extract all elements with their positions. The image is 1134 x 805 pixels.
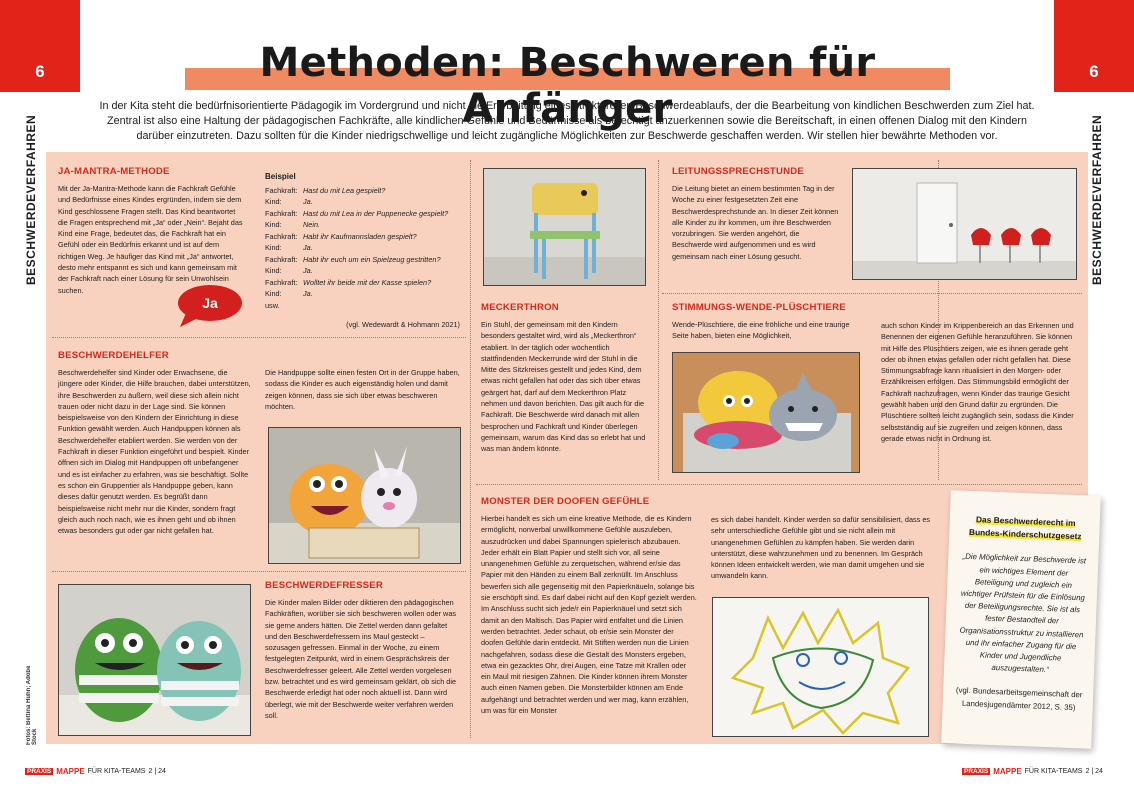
row-divider xyxy=(52,337,466,338)
dialog-speaker: Fachkraft: xyxy=(265,254,298,264)
dialog-speaker: usw. xyxy=(265,300,280,310)
dialog-line: Ja. xyxy=(303,266,313,275)
dialog-speaker: Kind: xyxy=(265,220,282,229)
page-number-left: 6 xyxy=(0,0,80,92)
section-text: Ein Stuhl, der gemeinsam mit den Kindern besonders gestaltet wird, wird als „Meckerthron“ etabliert. In der täglich oder wöchentlich stattfindenden Meckerrunde wird der Stuhl in die Mitte des Sitzkreises gestellt und jedes Kind, dem etwas nicht gefallen hat oder das sich über etwas geärgert hat, darf auf dem Meckerthron Platz nehmen und davon berichten. Das gilt auch für die Fachkraft. Die Beschwerde wird danach mit allen besprochen und Fachkraft und Kinder überlegen gemeinsam, warum das Kind das so erlebt hat und was man ändern könnte. xyxy=(481,320,646,454)
section-stimmungs xyxy=(672,302,867,342)
section-heading: JA-MANTRA-METHODE xyxy=(58,166,170,177)
section-beschwerdefresser xyxy=(265,580,461,721)
section-text: Die Leitung bietet an einem bestimmten Tag in der Woche zu einer festgesetzten Zeit eine Beschwerdesprechstunde an. In dieser Zeit können alle Kinder zu ihr kommen, um ihre Beschwerden vorzubringen. Sie werden angehört, die Beschwerde wird aufgenommen und es wird gemeinsam nach einer Lösung gesucht. xyxy=(672,184,839,261)
section-heading: BESCHWERDEFRESSER xyxy=(265,580,384,591)
section-text: Mit der Ja-Mantra-Methode kann die Fachkraft Gefühle und Bedürfnisse eines Kindes ergründen, indem sie dem Kind geschlossene Fragen stellt. Das Kind beantwortet die Fragen entsprechend mit „Ja“ oder „Nein“. Bejaht das Kind eine Frage, bedeutet das, die Fachkraft hat ein Gefühl oder ein Bedürfnis erkannt und ist auf dem richtigen Weg. Je häufiger das Kind mit „Ja“ antwortet, desto mehr entspannt es sich und kann gemeinsam mit der Fachkraft nach einer Lösung für sein Unwohlsein suchen. xyxy=(58,184,243,295)
dialog-speaker: Kind: xyxy=(265,266,282,275)
section-leitungssprechstunde xyxy=(672,166,840,262)
note-source: (vgl. Bundesarbeitsgemeinschaft der Landesjugendämter 2012, S. 35) xyxy=(955,685,1083,712)
column-divider xyxy=(658,160,659,480)
section-meckerthron xyxy=(481,302,651,455)
row-divider xyxy=(476,484,1082,485)
dialog-speaker: Fachkraft: xyxy=(265,185,298,195)
section-text: Beschwerdehelfer sind Kinder oder Erwachsene, die jüngere oder Kinder, die Hilfe brauchen, dabei unterstützen, ihre Beschwerden zu äußern, weil diese sich allein nicht trauen oder nicht dazu in der Lage sind. Sie können beispielsweise von den Kindern der Einrichtung in diese Funktion gewählt werden. Auch Handpuppen können als Beschwerdehelfer etabliert werden. Sie werden von der Fachkraft in dieser Funktion eingeführt und bespielt. Kinder öffnen sich im Dialog mit Handpuppen oft unbefangener und es ist einfacher zu erfahren, was sie beschäftigt. Sollte es schon ein Gruppentier als Handpuppe geben, kann dieses dafür genutzt werden. Es begrüßt dann beispielsweise nicht mehr nur die Kinder, sondern fragt gleich auch noch nach, wie es ihnen geht und ob ihnen etwas besonders gut oder gar nicht gefallen hat. xyxy=(58,368,251,536)
dialog-speaker: Fachkraft: xyxy=(265,231,298,241)
example-label: Beispiel xyxy=(265,172,296,181)
footer-logo-b: MAPPE xyxy=(993,767,1022,776)
section-text: Wende-Plüschtiere, die eine fröhliche und eine traurige Seite haben, bieten eine Möglichkeit, xyxy=(672,320,850,341)
info-note-beschwerderecht xyxy=(941,490,1101,749)
footer-logo-a: PRAXIS xyxy=(27,768,52,775)
bubble-text: Ja xyxy=(202,295,218,311)
footer-left xyxy=(25,767,166,776)
side-label-left: BESCHWERDEVERFAHREN xyxy=(24,114,38,285)
dialog-speaker: Fachkraft: xyxy=(265,208,298,218)
photo-hand-puppets xyxy=(268,427,461,564)
photo-monster-drawing xyxy=(712,597,929,737)
photo-credit: Fotos: Bettina Huhn; Adobe Stock xyxy=(26,665,38,745)
speech-bubble-ja xyxy=(174,283,244,329)
section-text: Die Kinder malen Bilder oder diktieren den pädagogischen Fachkräften, worüber sie sich beschweren wollen oder was sie gerne anders hätten. Die Zettel werden dann gefaltet und den Beschwerdefressern ins Maul gesteckt – sozusagen gefressen. Einmal in der Woche, zu einem festgelegten Zeitpunkt, wird in einem Gesprächskreis der Beschwerdefresser geleert. Alle Zettel werden vorgelesen bzw. betrachtet und es wird gemeinsam geklärt, ob sich die Beschwerde erledigt hat oder noch aktuell ist. Dann wird überlegt, wie mit der Beschwerde weiter verfahren werden soll. xyxy=(265,598,457,720)
monster-text-2: es sich dabei handelt. Kinder werden so dafür sensibilisiert, dass es sehr unterschiedliche Gefühle gibt und sie nicht allein mit unangenehmen Gefühlen zu kämpfen haben. Sie werden darin unterstützt, diese wahrzunehmen und zu benennen. Im Gespräch können Ideen entwickelt werden, wie man damit umgehen und sie umwandeln kann. xyxy=(711,515,931,581)
example-dialog xyxy=(265,171,465,311)
footer-logo-a: PRAXIS xyxy=(964,768,989,775)
intro-text: In der Kita steht die bedürfnisorientierte Pädagogik im Vordergrund und nicht die Erarbeitung eines strukturellen Beschwerdeablaufs, der die Bearbeitung von kindlichen Beschwerden zum Ziel hat. Zentral ist also eine Haltung der pädagogischen Fachkräfte, alle kindlichen Gefühle und Bedürfnisse als berechtigt anzuerkennen sowie die Bereitschaft, in einen offenen Dialog mit den Kindern darüber einzutreten. Dazu sollten für die Kinder niedrigschwellige und leicht zugängliche Möglichkeiten zur Beschwerde geschaffen werden. Wir stellen hier bewährte Methoden vor. xyxy=(99,100,1035,142)
ja-mantra-citation: (vgl. Wedewardt & Hohmann 2021) xyxy=(346,320,460,329)
row-divider xyxy=(662,293,1082,294)
dialog-line: Hast du mit Lea gespielt? xyxy=(303,185,386,195)
page-number-right: 6 xyxy=(1054,0,1134,92)
footer-logo-b: MAPPE xyxy=(56,767,85,776)
footer-issue: 2 | 24 xyxy=(1085,768,1103,775)
section-heading: MONSTER DER DOOFEN GEFÜHLE xyxy=(481,496,650,507)
page-title: Methoden: Beschweren für Anfänger xyxy=(259,40,876,132)
beschwerdehelfer-text-2: Die Handpuppe sollte einen festen Ort in der Gruppe haben, sodass die Kinder es auch eigenständig holen und damit zeigen können, dass sie sich über etwas beschweren möchten. xyxy=(265,368,460,411)
stimmungs-text-2: auch schon Kinder im Krippenbereich an das Erkennen und Benennen der eigenen Gefühle heranzuführen. Sie können mit Hilfe des Plüschtiers zeigen, wie es ihnen gerade geht oder ob ihnen etwas gefallen oder nicht gefallen hat. Diese Stimmungsabfrage kann ritualisiert in den Morgen- oder Erzählkreisen erfolgen. Das Stimmungsbild ermöglicht der Fachkraft nachzufragen, wenn Kinder das traurige Gesicht gewählt haben und den Grund dafür zu ergründen. Die Plüschtiere sollten leicht zugänglich sein, sodass die Kinder selbstständig auf sie zugreifen und zeigen können, dass gerade etwas nicht in Ordnung ist. xyxy=(881,321,1074,443)
dialog-line: Habt ihr euch um ein Spielzeug gestritten? xyxy=(303,254,441,264)
photo-door-chairs xyxy=(852,168,1077,280)
dialog-line: Ja. xyxy=(303,289,313,298)
photo-meckerthron-chair xyxy=(483,168,646,286)
section-text: Hierbei handelt es sich um eine kreative Methode, die es Kindern ermöglicht, nonverbal unwillkommene Gefühle auszuleben, auszudrücken und dabei Spannungen spielerisch abzubauen. Jeder erhält ein Blatt Papier und stellt sich vor, all seine unangenehmen Gefühle zu zerquetschen, während er/sie das Papier mit den Händen zu einem Ball zerknüllt. Im Anschluss bewerfen sich alle gegenseitig mit den Papierknäueln, solange bis sie erschöpft sind. Es darf dabei nicht auf den Kopf gezielt werden. Im Anschluss sucht sich jede/r ein Papierknäuel und setzt sich damit an den Maltisch. Das Papier wird entfaltet und die Linien werden betrachtet. Jeder schaut, ob er/sie sein Monster der doofen Gefühle darin entdeckt. Mit Stiften werden nun die Linien nachgefahren, sodass diese die Gestalt des Monsters ergeben, etwa ein gezacktes Ohr, drei Augen, eine Tatze mit Krallen oder ein Maul mit riesigen Zähnen. Die Kinder können ihrem Monster auch einen Namen geben. Die Monsterbilder können am Ende aufgehängt und betrachtet werden und wer mag, kann erzählen, um was für ein Monster xyxy=(481,514,697,716)
footer-right xyxy=(962,767,1103,776)
footer-issue: 2 | 24 xyxy=(148,768,166,775)
photo-plush-toys xyxy=(672,352,860,473)
dialog-line: Habt ihr Kaufmannsladen gespielt? xyxy=(303,231,417,241)
section-ja-mantra xyxy=(58,166,246,296)
section-heading: STIMMUNGS-WENDE-PLÜSCHTIERE xyxy=(672,302,846,313)
dialog-line: Hast du mit Lea in der Puppenecke gespielt? xyxy=(303,208,449,218)
dialog-speaker: Fachkraft: xyxy=(265,277,298,287)
footer-text: FÜR KITA-TEAMS xyxy=(87,768,146,775)
section-heading: BESCHWERDEHELFER xyxy=(58,350,169,361)
section-beschwerdehelfer xyxy=(58,350,252,536)
dialog-line: Ja. xyxy=(303,197,313,206)
dialog-line: Nein. xyxy=(303,220,321,229)
note-title: Das Beschwerderecht im Bundes-Kinderschutzgesetz xyxy=(968,514,1082,542)
row-divider xyxy=(52,571,466,572)
photo-beschwerdefresser xyxy=(58,584,251,736)
dialog-line: Ja. xyxy=(303,243,313,252)
dialog-speaker: Kind: xyxy=(265,289,282,298)
footer-text: FÜR KITA-TEAMS xyxy=(1024,768,1083,775)
dialog-speaker: Kind: xyxy=(265,197,282,206)
section-monster xyxy=(481,496,697,716)
section-heading: MECKERTHRON xyxy=(481,302,559,313)
note-quote: „Die Möglichkeit zur Beschwerde ist ein wichtiges Element der Beteiligung und zugleich ein wichtiger Prüfstein für die Einlösung der Beteiligungsrechte. Sie ist als fester Bestandteil der Organisationsstruktur zu installieren und ihr einfacher Zugang für die Kinder und Jugendliche auszugestalten.“ xyxy=(959,552,1087,675)
dialog-line: Wolltet ihr beide mit der Kasse spielen? xyxy=(303,277,432,287)
column-divider xyxy=(470,160,471,738)
side-label-right: BESCHWERDEVERFAHREN xyxy=(1090,114,1104,285)
dialog-speaker: Kind: xyxy=(265,243,282,252)
section-heading: LEITUNGSSPRECHSTUNDE xyxy=(672,166,804,177)
